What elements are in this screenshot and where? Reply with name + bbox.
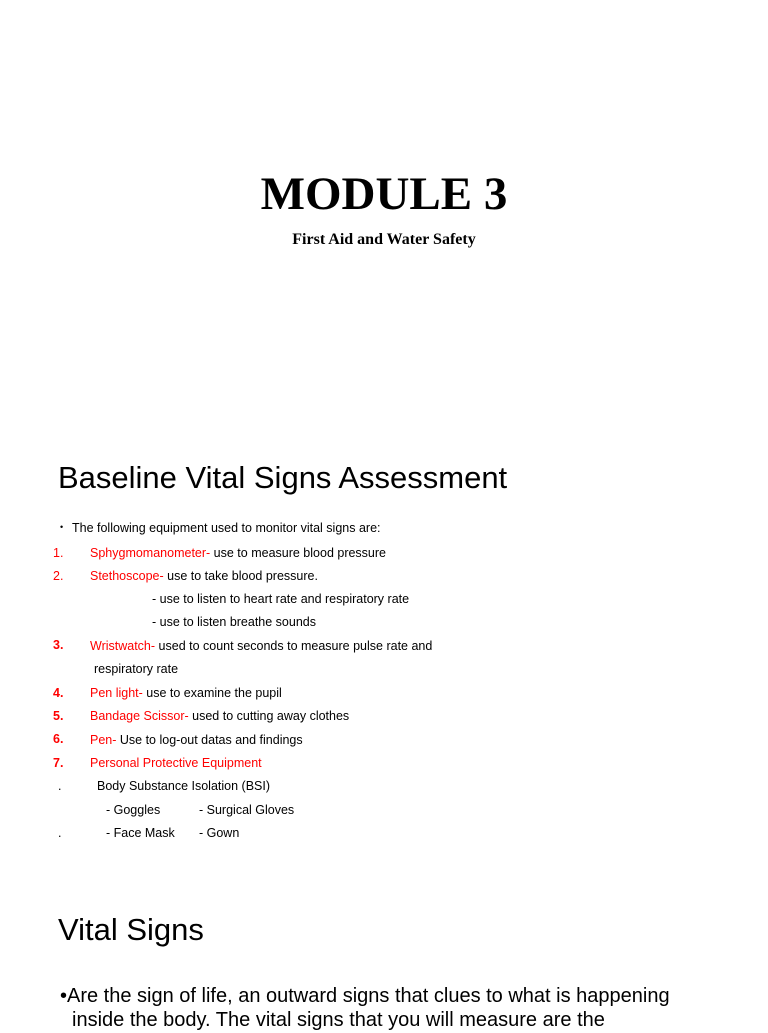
item-number: 2. [53, 569, 64, 583]
item-number: 5. [53, 709, 64, 723]
equipment-item-wristwatch [90, 638, 432, 654]
item-number: 3. [53, 638, 64, 652]
equipment-item-pen [90, 732, 303, 748]
item-term: Pen light- [90, 686, 143, 700]
equipment-item-bandage-scissor [90, 708, 349, 724]
stethoscope-subline: - use to listen to heart rate and respiratory rate [152, 592, 410, 606]
bullet-icon: • [60, 522, 64, 532]
section-heading-baseline: Baseline Vital Signs Assessment [58, 460, 508, 495]
section-heading-vital-signs: Vital Signs [58, 912, 204, 947]
equipment-intro: The following equipment used to monitor vital signs are: [72, 521, 381, 535]
item-term: Bandage Scissor- [90, 709, 189, 723]
item-term: Stethoscope- [90, 569, 164, 583]
item-number: 7. [53, 756, 64, 770]
item-desc: Use to log-out datas and findings [116, 733, 303, 747]
ppe-bsi: Body Substance Isolation (BSI) [97, 779, 271, 793]
item-desc: used to cutting away clothes [188, 709, 350, 723]
item-term: Personal Protective Equipment [90, 756, 262, 770]
item-desc: use to examine the pupil [142, 686, 282, 700]
module-subtitle: First Aid and Water Safety [292, 231, 476, 248]
vital-signs-text: •Are the sign of life, an outward signs that clues to what is happening [60, 985, 670, 1007]
item-desc: use to take blood pressure. [163, 569, 318, 583]
equipment-item-pen-light [90, 685, 282, 701]
item-number: 1. [53, 546, 64, 560]
item-term: Pen- [90, 733, 117, 747]
wristwatch-continuation: respiratory rate [94, 662, 179, 676]
ppe-gown: - Gown [199, 826, 240, 840]
equipment-item-ppe [90, 755, 262, 771]
equipment-item-stethoscope [90, 568, 318, 584]
item-desc: used to count seconds to measure pulse rate and [155, 639, 433, 653]
ppe-goggles: - Goggles [106, 803, 161, 817]
item-term: Wristwatch- [90, 639, 156, 653]
item-term: Sphygmomanometer- [90, 546, 211, 560]
ppe-face-mask: - Face Mask [106, 826, 175, 840]
stethoscope-subline: - use to listen breathe sounds [152, 615, 316, 629]
ppe-dot: . [58, 779, 62, 793]
ppe-dot: . [58, 826, 62, 840]
module-title: MODULE 3 [260, 168, 508, 220]
item-number: 4. [53, 686, 64, 700]
vital-signs-text: inside the body. The vital signs that you will measure are the [72, 1009, 605, 1031]
item-desc: use to measure blood pressure [210, 546, 386, 560]
ppe-surgical-gloves: - Surgical Gloves [199, 803, 295, 817]
item-number: 6. [53, 732, 64, 746]
equipment-item-sphygmomanometer [90, 545, 386, 561]
